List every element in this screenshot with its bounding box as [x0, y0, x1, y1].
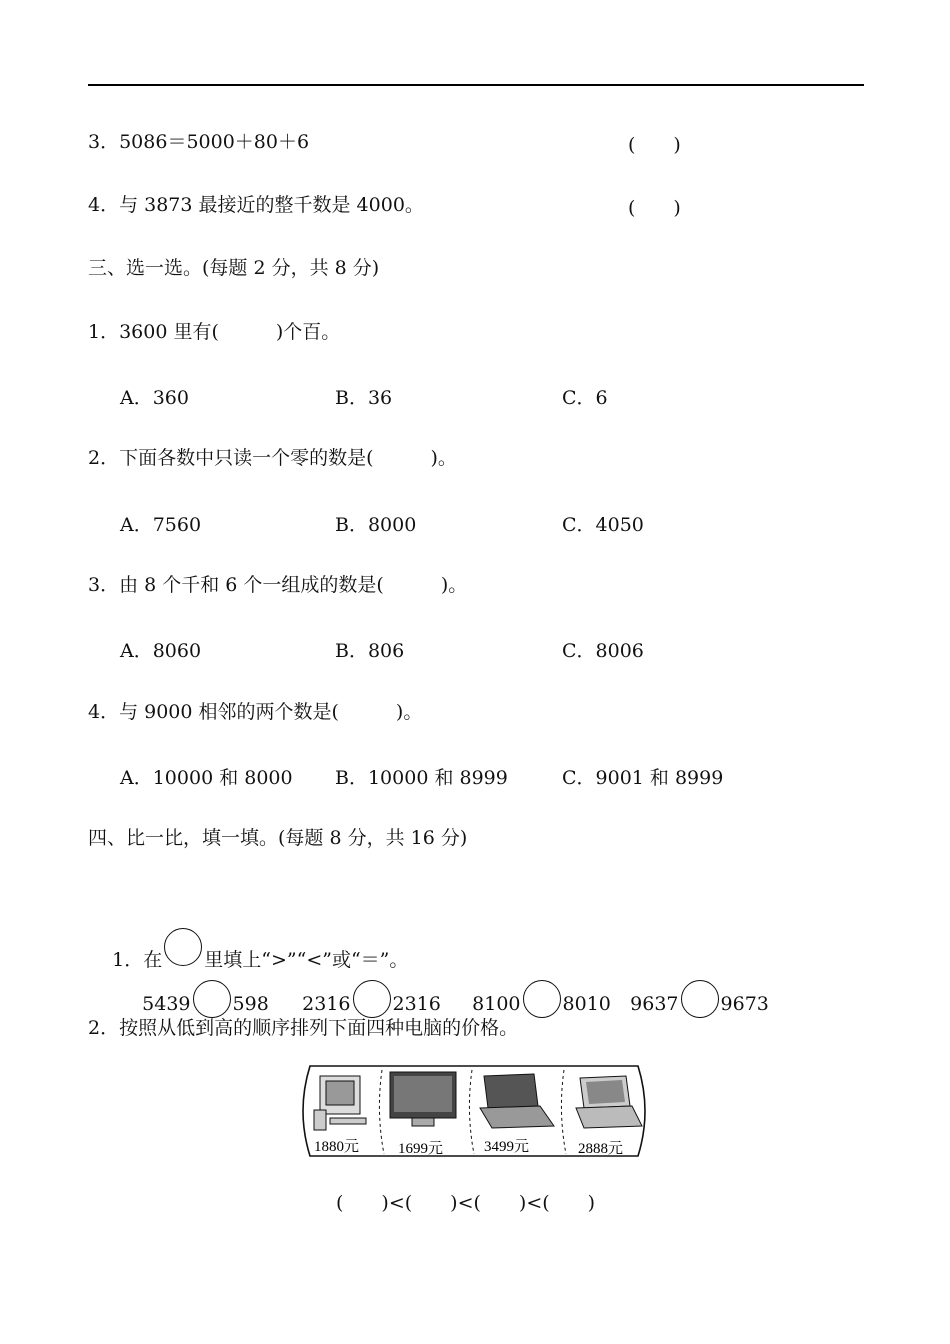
header-rule — [88, 84, 864, 86]
price-label: 2888元 — [578, 1141, 624, 1157]
s3-q2-option-b[interactable]: B．8000 — [335, 514, 417, 536]
s3-q3-option-c[interactable]: C．8006 — [562, 640, 644, 662]
s4-q1-suffix: 里填上“>”“<”或“＝”。 — [204, 949, 409, 971]
comparison-left: 2316 — [302, 993, 351, 1015]
price-label: 1880元 — [314, 1139, 360, 1155]
s3-q1-stem: 1．3600 里有( )个百。 — [88, 321, 341, 343]
comparison-4 — [606, 958, 769, 1040]
s3-q3-option-b[interactable]: B．806 — [335, 640, 405, 662]
s3-q2-option-a[interactable]: A．7560 — [120, 514, 202, 536]
s3-q4-option-a[interactable]: A．10000 和 8000 — [120, 767, 293, 789]
s3-q2-stem: 2．下面各数中只读一个零的数是( )。 — [88, 447, 457, 469]
comparison-left: 5439 — [142, 993, 191, 1015]
comparison-answer-circle[interactable] — [523, 980, 561, 1018]
tf-answer-4[interactable]: ( ) — [628, 197, 681, 219]
comparison-left: 9637 — [630, 993, 679, 1015]
price-order-answer[interactable]: ( )<( )<( )<( ) — [336, 1192, 596, 1214]
tf-item-4: 4．与 3873 最接近的整千数是 4000。 — [88, 194, 424, 216]
lcd-monitor-icon — [390, 1072, 456, 1126]
s3-q4-option-c[interactable]: C．9001 和 8999 — [562, 767, 724, 789]
s3-q3-option-a[interactable]: A．8060 — [120, 640, 202, 662]
s3-q1-option-c[interactable]: C．6 — [562, 387, 608, 409]
s4-q1-prefix: 1．在 — [112, 949, 163, 971]
price-label: 3499元 — [484, 1139, 530, 1155]
comparison-answer-circle[interactable] — [353, 980, 391, 1018]
s3-q2-option-c[interactable]: C．4050 — [562, 514, 644, 536]
crt-monitor-icon — [314, 1076, 366, 1130]
tf-answer-3[interactable]: ( ) — [628, 134, 681, 156]
section4-title: 四、比一比，填一填。(每题 8 分，共 16 分) — [88, 827, 468, 849]
comparison-right: 9673 — [720, 993, 769, 1015]
tf-item-3: 3．5086＝5000＋80＋6 — [88, 131, 310, 153]
comparison-answer-circle[interactable] — [681, 980, 719, 1018]
s4-q2-stem: 2．按照从低到高的顺序排列下面四种电脑的价格。 — [88, 1017, 519, 1039]
s3-q4-stem: 4．与 9000 相邻的两个数是( )。 — [88, 701, 423, 723]
s3-q1-option-b[interactable]: B．36 — [335, 387, 393, 409]
section3-title: 三、选一选。(每题 2 分，共 8 分) — [88, 257, 380, 279]
s3-q4-option-b[interactable]: B．10000 和 8999 — [335, 767, 508, 789]
price-label: 1699元 — [398, 1141, 444, 1157]
computer-prices-illustration — [296, 1062, 652, 1160]
comparison-right: 2316 — [392, 993, 441, 1015]
comparison-answer-circle[interactable] — [193, 980, 231, 1018]
s3-q3-stem: 3．由 8 个千和 6 个一组成的数是( )。 — [88, 574, 468, 596]
comparison-right: 598 — [232, 993, 269, 1015]
s3-q1-option-a[interactable]: A．360 — [120, 387, 189, 409]
comparison-left: 8100 — [472, 993, 521, 1015]
comparison-right: 8010 — [562, 993, 611, 1015]
